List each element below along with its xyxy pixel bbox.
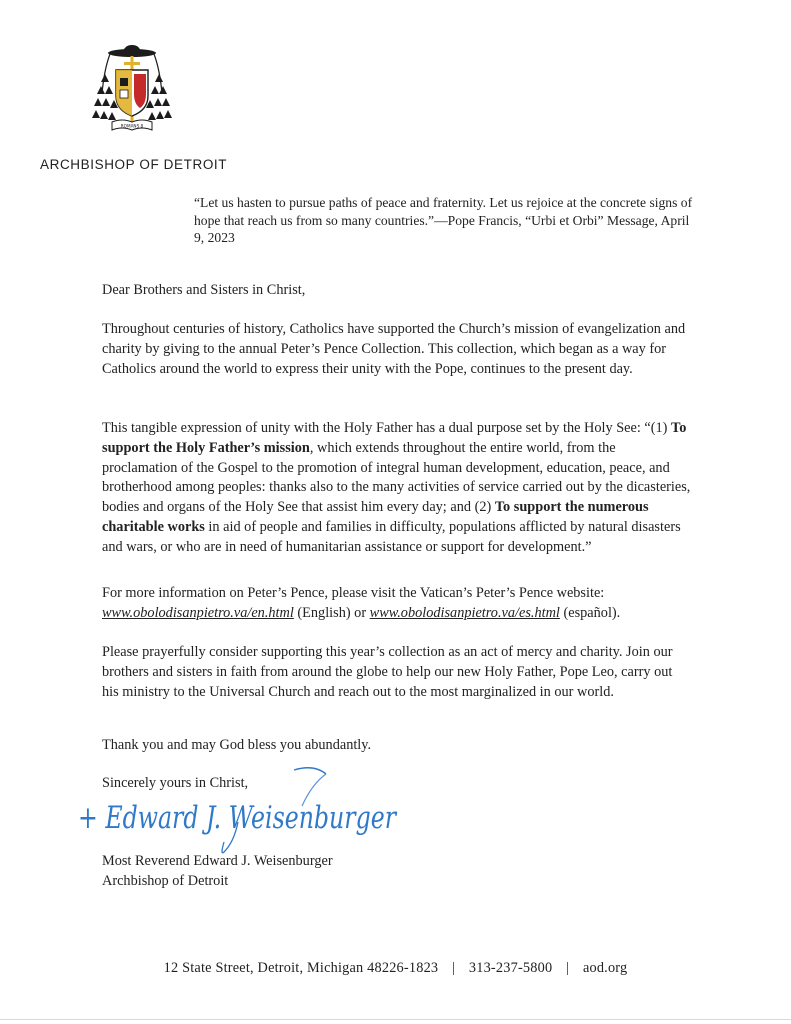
- label-english: (English) or: [293, 604, 370, 621]
- handwritten-signature: [74, 762, 404, 862]
- signer-name: Most Reverend Edward J. Weisenburger: [102, 853, 333, 869]
- signer-title: Archbishop of Detroit: [102, 872, 229, 889]
- footer-address: 12 State Street, Detroit, Michigan 48226-1823: [163, 960, 439, 976]
- footer-phone[interactable]: 313-237-5800: [468, 960, 553, 976]
- footer-separator: |: [452, 960, 456, 976]
- label-spanish: (español).: [559, 604, 621, 621]
- epigraph-quote: “Let us hasten to pursue paths of peace and fraternity. Let us rejoice at the concrete signs of hope that reach us from so many countries.”—Pope Francis, “Urbi et Orbi” Message, April 9, 2023: [194, 195, 693, 245]
- organization-name: ARCHBISHOP OF DETROIT: [40, 157, 228, 172]
- more-info-intro: For more information on Peter’s Pence, please visit the Vatican’s Peter’s Pence website:: [102, 585, 605, 601]
- archdiocese-coat-of-arms: [92, 44, 172, 136]
- paragraph-blessing: Thank you and may God bless you abundantly.: [102, 737, 372, 753]
- signer-block: [102, 852, 333, 892]
- footer-contact: [0, 960, 791, 977]
- paragraph-history: Throughout centuries of history, Catholics have supported the Church’s mission of evangelization and charity by giving to the annual Peter’s Pence Collection. This collection, which began as a way for Catholics around the world to express their unity with the Pope, continues to the present day.: [102, 321, 686, 377]
- closing-line: Sincerely yours in Christ,: [102, 775, 249, 791]
- paragraph-more-info: [102, 584, 692, 624]
- page-bottom-divider: [0, 1019, 791, 1020]
- link-english-website[interactable]: www.obolodisanpietro.va/en.html: [102, 604, 294, 621]
- link-spanish-website[interactable]: www.obolodisanpietro.va/es.html: [369, 604, 560, 621]
- footer-website[interactable]: aod.org: [582, 960, 628, 976]
- purpose-end: in aid of people and families in difficulty, populations afflicted by natural disasters and wars, or who are in need of humanitarian assistance or support for development.”: [102, 518, 681, 555]
- salutation: Dear Brothers and Sisters in Christ,: [102, 282, 306, 298]
- crest-motto: ROMANS 8: [120, 123, 144, 129]
- signature-text: + Edward J. Weisenburger: [78, 800, 398, 836]
- footer-separator: |: [566, 960, 570, 976]
- purpose-intro: This tangible expression of unity with the Holy Father has a dual purpose set by the Holy See: “(1): [102, 420, 671, 436]
- paragraph-purpose: [102, 419, 692, 558]
- purpose-bold-charity: To support the numerous charitable works: [102, 499, 649, 535]
- purpose-middle: , which extends throughout the entire world, from the proclamation of the Gospel to the promotion of integral human development, education, peace, and brotherhood among peoples: thanks also to the many activities of service carried out by the dicasteries, bodies and organs of the Holy See that assist him every day; and (2): [102, 439, 691, 516]
- paragraph-appeal: Please prayerfully consider supporting this year’s collection as an act of mercy and charity. Join our brothers and sisters in faith from around the globe to help our new Holy Father, Pope Leo, carry out his ministry to the Universal Church and reach out to the most marginalized in our world.: [102, 644, 673, 700]
- purpose-bold-mission: To support the Holy Father’s mission: [102, 420, 687, 456]
